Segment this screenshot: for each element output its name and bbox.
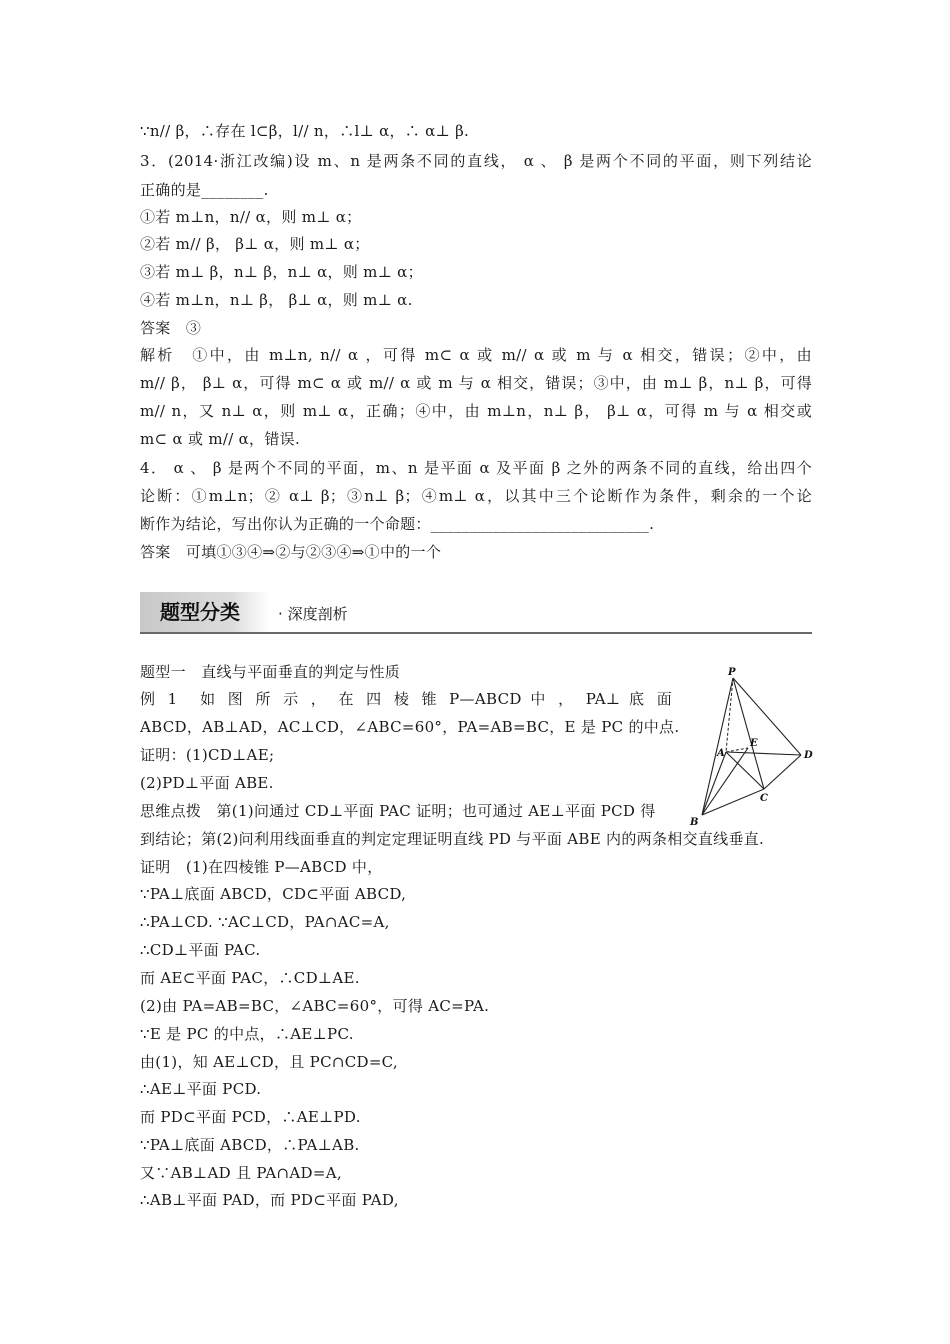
- proof-line: 而 AE⊂平面 PAC，∴CD⊥AE.: [140, 969, 360, 987]
- hint-line: 到结论；第(2)问利用线面垂直的判定定理证明直线 PD 与平面 ABE 内的两条相交直线垂直.: [140, 830, 765, 848]
- proof-line: ∵PA⊥底面 ABCD，∴PA⊥AB.: [140, 1136, 360, 1154]
- edge-AD: [726, 752, 801, 755]
- proof-line: ∴PA⊥CD. ∵AC⊥CD，PA∩AC=A,: [140, 913, 390, 931]
- section-subtitle: [278, 603, 348, 625]
- problem-4-line: 论断：①m⊥n；② α⊥ β；③n⊥ β；④m⊥ α，以其中三个论断作为条件，剩余的一个论: [140, 487, 812, 505]
- label-D: D: [804, 750, 813, 761]
- proof-task: 证明：(1)CD⊥AE;: [140, 746, 275, 764]
- problem-4-line: 4． α 、 β 是两个不同的平面，m、n 是平面 α 及平面 β 之外的两条不同的直线，给出四个: [140, 459, 812, 477]
- edge-PB: [702, 678, 733, 815]
- section-title: 题型分类: [160, 600, 240, 624]
- edge-CD: [764, 755, 801, 789]
- problem-3-line: 3．(2014·浙江改编)设 m、n 是两条不同的直线， α 、 β 是两个不同的平面，则下列结论: [140, 152, 812, 170]
- proof-task: (2)PD⊥平面 ABE.: [140, 774, 274, 792]
- problem-4-line: 断作为结论，写出你认为正确的一个命题：____________________________.: [140, 515, 655, 533]
- proof-line: 证明 (1)在四棱锥 P—ABCD 中，: [140, 858, 383, 876]
- label-A: A: [717, 748, 725, 759]
- proof-line: ∴CD⊥平面 PAC.: [140, 941, 261, 959]
- topic-heading: 题型一 直线与平面垂直的判定与性质: [140, 663, 401, 681]
- label-E: E: [750, 738, 758, 749]
- proof-line: ∵PA⊥底面 ABCD，CD⊂平面 ABCD,: [140, 885, 407, 903]
- analysis-line: 解析 ①中，由 m⊥n, n// α ，可得 m⊂ α 或 m// α 或 m 与 α 相交，错误；②中，由: [140, 346, 812, 364]
- edge-AE: [726, 748, 748, 752]
- option-2: ②若 m// β， β⊥ α，则 m⊥ α；: [140, 235, 370, 253]
- proof-line: 又∵AB⊥AD 且 PA∩AD=A,: [140, 1164, 342, 1182]
- label-C: C: [760, 793, 768, 804]
- option-4: ④若 m⊥n，n⊥ β， β⊥ α，则 m⊥ α.: [140, 291, 413, 309]
- proof-line: ∵E 是 PC 的中点，∴AE⊥PC.: [140, 1025, 354, 1043]
- edge-PC: [733, 678, 764, 789]
- analysis-line: m// β， β⊥ α，可得 m⊂ α 或 m// α 或 m 与 α 相交，错误；③中，由 m⊥ β，n⊥ β，可得: [140, 374, 812, 392]
- answer-4: 答案 可填①③④⇒②与②③④⇒①中的一个: [140, 543, 442, 561]
- pyramid-diagram: [688, 664, 820, 826]
- option-1: ①若 m⊥n，n// α，则 m⊥ α；: [140, 208, 362, 226]
- text-line: ∵n// β，∴存在 l⊂β，l// n，∴l⊥ α，∴ α⊥ β.: [140, 122, 470, 140]
- proof-line: 而 PD⊂平面 PCD，∴AE⊥PD.: [140, 1108, 361, 1126]
- example-line: ABCD，AB⊥AD，AC⊥CD，∠ABC=60°，PA=AB=BC，E 是 PC 的中点.: [140, 718, 680, 736]
- section-banner: [140, 592, 812, 634]
- answer-3: 答案 ③: [140, 319, 202, 337]
- text-line: 正确的是________.: [140, 181, 269, 199]
- proof-line: ∴AB⊥平面 PAD，而 PD⊂平面 PAD,: [140, 1191, 399, 1209]
- label-B: B: [690, 817, 699, 826]
- section-subtitle-text: 深度剖析: [287, 605, 348, 623]
- proof-line: ∴AE⊥平面 PCD.: [140, 1080, 262, 1098]
- pyramid-figure: [688, 664, 820, 826]
- analysis-line: m// n，又 n⊥ α，则 m⊥ α，正确；④中，由 m⊥n，n⊥ β， β⊥ α，可得 m 与 α 相交或: [140, 402, 812, 420]
- section-dot: ·: [278, 605, 283, 623]
- example-line: 例 1 如 图 所 示 ， 在 四 棱 锥 P—ABCD 中 ， PA⊥ 底 面: [140, 690, 672, 708]
- proof-line: (2)由 PA=AB=BC，∠ABC=60°，可得 AC=PA.: [140, 997, 490, 1015]
- edge-PA: [726, 678, 733, 752]
- option-3: ③若 m⊥ β，n⊥ β，n⊥ α，则 m⊥ α；: [140, 263, 423, 281]
- hint-line: 思维点拨 第(1)问通过 CD⊥平面 PAC 证明；也可通过 AE⊥平面 PCD 得: [140, 802, 656, 820]
- label-P: P: [728, 667, 736, 678]
- analysis-line: m⊂ α 或 m// α，错误.: [140, 430, 301, 448]
- proof-line: 由(1)，知 AE⊥CD，且 PC∩CD=C,: [140, 1053, 398, 1071]
